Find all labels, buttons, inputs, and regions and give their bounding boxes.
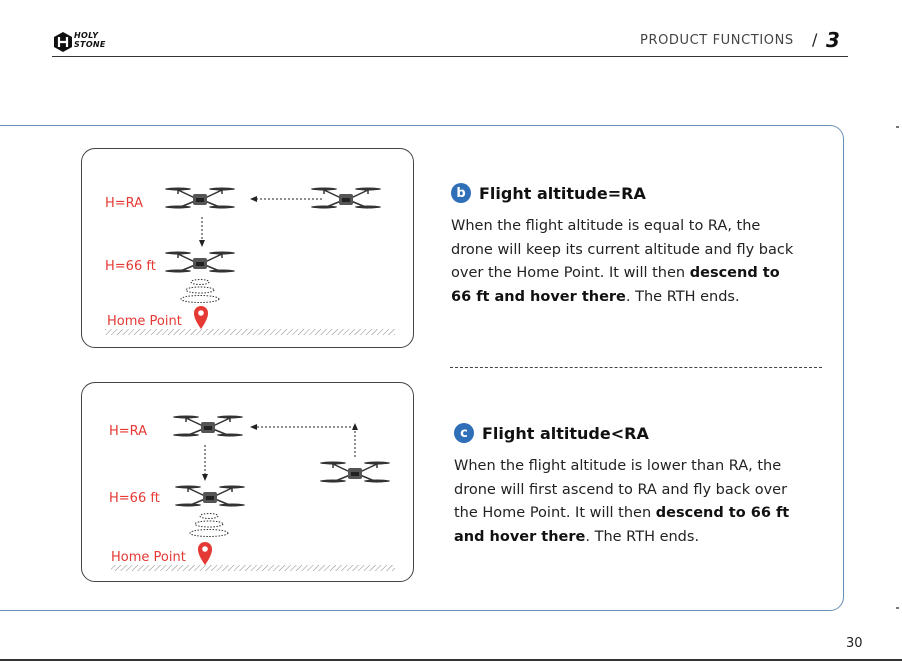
feature-b-badge: b bbox=[451, 183, 471, 203]
altitude-ra-label: H=RA bbox=[109, 424, 148, 439]
ground bbox=[105, 329, 395, 335]
brand-line1: HOLY bbox=[74, 31, 99, 40]
drone-icon bbox=[173, 416, 243, 437]
arrow-head bbox=[250, 196, 257, 202]
arrow-head bbox=[250, 424, 257, 430]
brand-line2: STONE bbox=[74, 40, 106, 49]
location-pin-icon bbox=[194, 306, 208, 329]
header-separator: / bbox=[812, 30, 818, 49]
signal-rings-icon bbox=[190, 514, 228, 537]
feature-c-heading bbox=[454, 423, 804, 443]
drone-icon bbox=[311, 188, 381, 209]
page-number: 30 bbox=[846, 636, 863, 651]
drone-icon bbox=[165, 252, 235, 273]
altitude-ra-label: H=RA bbox=[105, 196, 144, 211]
feature-c-body-emphasis: descend to 66 ft and hover there bbox=[454, 505, 790, 545]
location-pin-icon bbox=[198, 542, 212, 565]
feature-b-title: Flight altitude=RA bbox=[479, 183, 646, 203]
header-rule bbox=[52, 56, 848, 57]
feature-c-body-end: . The RTH ends. bbox=[585, 528, 700, 545]
feature-b-heading bbox=[451, 183, 801, 203]
diagram-c bbox=[81, 382, 414, 582]
signal-rings-icon bbox=[181, 280, 219, 303]
feature-c-body bbox=[454, 455, 804, 549]
home-point-label: Home Point bbox=[107, 314, 182, 329]
feature-b-body-emphasis: descend to 66 ft and hover there bbox=[451, 265, 780, 305]
edge-mark bbox=[896, 126, 899, 128]
diagram-b bbox=[81, 148, 414, 348]
holystone-logo-icon bbox=[52, 31, 74, 53]
feature-b bbox=[451, 183, 801, 309]
brand-text bbox=[74, 31, 106, 49]
chapter-number: 3 bbox=[826, 28, 840, 52]
feature-c-body-text: When the flight altitude is lower than RA, the drone will first ascend to RA and fly back over the Home Point. It will then bbox=[454, 458, 788, 521]
feature-b-body-text: When the flight altitude is equal to RA, the drone will keep its current altitude and fly back over the Home Point. It will then bbox=[451, 218, 794, 281]
section-title: PRODUCT FUNCTIONS bbox=[640, 33, 794, 48]
feature-c-title: Flight altitude<RA bbox=[482, 423, 649, 443]
arrow-head bbox=[199, 240, 205, 247]
feature-b-body bbox=[451, 215, 801, 309]
drone-icon bbox=[165, 188, 235, 209]
ground bbox=[111, 565, 395, 571]
arrow-head bbox=[202, 474, 208, 481]
drone-icon bbox=[175, 486, 245, 507]
feature-c bbox=[454, 423, 804, 549]
altitude-66ft-label: H=66 ft bbox=[109, 491, 160, 506]
home-point-label: Home Point bbox=[111, 550, 186, 565]
brand-logo bbox=[52, 28, 116, 56]
footer-rule bbox=[0, 659, 902, 661]
feature-b-body-end: . The RTH ends. bbox=[625, 288, 740, 305]
dashed-divider bbox=[450, 367, 822, 368]
feature-c-badge: c bbox=[454, 423, 474, 443]
drone-icon bbox=[320, 462, 390, 483]
edge-mark bbox=[896, 607, 899, 609]
altitude-66ft-label: H=66 ft bbox=[105, 259, 156, 274]
